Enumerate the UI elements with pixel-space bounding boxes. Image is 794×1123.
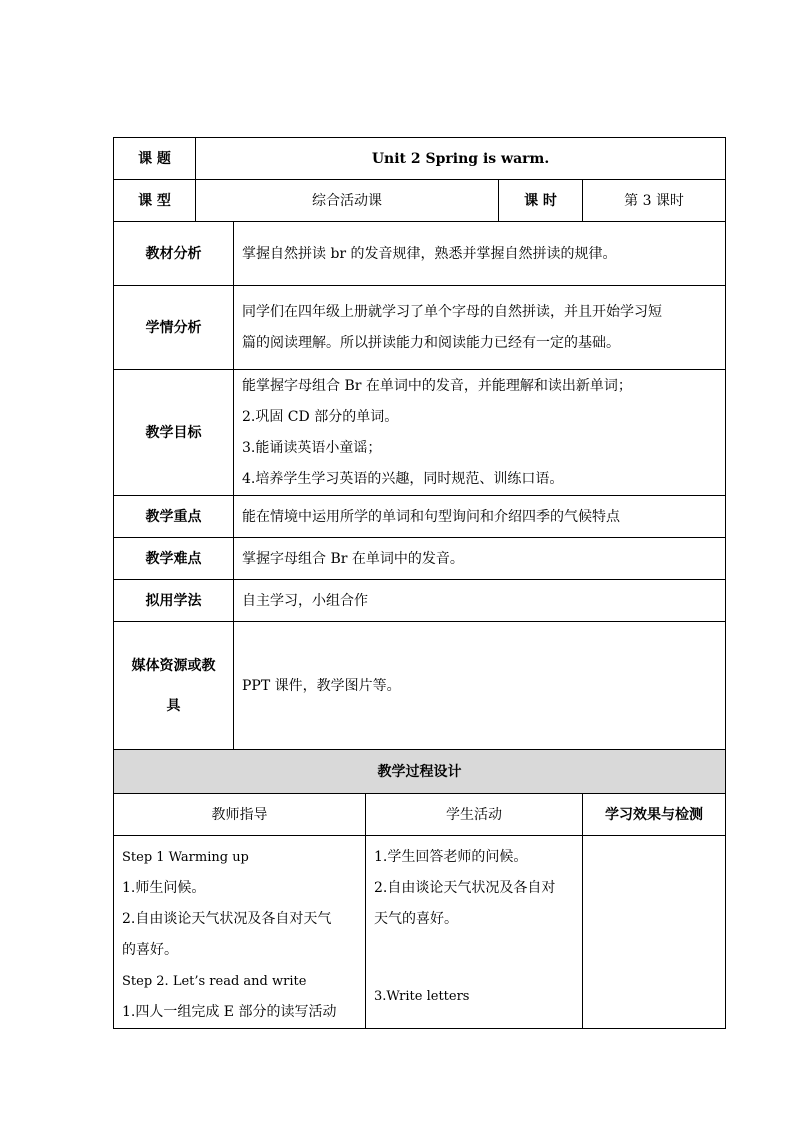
difficult-text: 掌握字母组合 Br 在单词中的发音。 xyxy=(234,538,726,580)
goal-text xyxy=(234,370,726,496)
student-analysis-line: 同学们在四年级上册就学习了单个字母的自然拼读，并且开始学习短 xyxy=(242,303,662,320)
student-line: 天气的喜好。 xyxy=(374,911,458,927)
topic-value: Unit 2 Spring is warm. xyxy=(196,138,726,180)
material-row xyxy=(114,222,726,286)
type-row xyxy=(114,180,726,222)
difficult-label: 教学难点 xyxy=(114,538,234,580)
col-teacher-header: 教师指导 xyxy=(114,794,366,836)
goal-line: 3.能诵读英语小童谣； xyxy=(242,439,382,456)
media-text: PPT 课件，教学图片等。 xyxy=(234,622,726,750)
material-label: 教材分析 xyxy=(114,222,234,286)
effect-cell xyxy=(583,836,726,1029)
method-text: 自主学习，小组合作 xyxy=(234,580,726,622)
student-line: 3.Write letters xyxy=(374,989,470,1004)
teacher-guidance-cell xyxy=(114,836,366,1029)
method-row xyxy=(114,580,726,622)
media-label-line: 具 xyxy=(166,697,181,714)
student-line: 2.自由谈论天气状况及各自对 xyxy=(374,880,556,896)
student-line: 1.学生回答老师的问候。 xyxy=(374,849,528,865)
difficult-row xyxy=(114,538,726,580)
type-label: 课 型 xyxy=(114,180,196,222)
goal-row xyxy=(114,370,726,496)
teacher-line: 的喜好。 xyxy=(122,942,178,958)
key-row xyxy=(114,496,726,538)
col-effect-header: 学习效果与检测 xyxy=(583,794,726,836)
student-analysis-label: 学情分析 xyxy=(114,286,234,370)
type-value: 综合活动课 xyxy=(196,180,499,222)
material-text: 掌握自然拼读 br 的发音规律，熟悉并掌握自然拼读的规律。 xyxy=(234,222,726,286)
goal-label: 教学目标 xyxy=(114,370,234,496)
student-activity-cell xyxy=(366,836,583,1029)
lesson-plan-table xyxy=(113,137,726,1029)
media-row xyxy=(114,622,726,750)
student-spacer xyxy=(374,935,574,981)
student-analysis-text xyxy=(234,286,726,370)
key-label: 教学重点 xyxy=(114,496,234,538)
col-student-header: 学生活动 xyxy=(366,794,583,836)
teacher-line: Step 1 Warming up xyxy=(122,850,249,865)
teacher-line: Step 2. Let’s read and write xyxy=(122,974,307,989)
period-label: 课 时 xyxy=(499,180,583,222)
student-analysis-row xyxy=(114,286,726,370)
goal-line: 4.培养学生学习英语的兴趣，同时规范、训练口语。 xyxy=(242,470,564,487)
process-title-row xyxy=(114,750,726,794)
media-label-line: 媒体资源或教 xyxy=(131,657,216,674)
goal-line: 能掌握字母组合 Br 在单词中的发音，并能理解和读出新单词； xyxy=(242,377,632,394)
process-title: 教学过程设计 xyxy=(114,750,726,794)
key-text: 能在情境中运用所学的单词和句型询问和介绍四季的气候特点 xyxy=(234,496,726,538)
media-label xyxy=(114,622,234,750)
topic-row xyxy=(114,138,726,180)
teacher-line: 2.自由谈论天气状况及各自对天气 xyxy=(122,911,332,927)
student-analysis-line: 篇的阅读理解。所以拼读能力和阅读能力已经有一定的基础。 xyxy=(242,334,620,351)
process-step-row xyxy=(114,836,726,1029)
topic-label: 课 题 xyxy=(114,138,196,180)
process-header-row xyxy=(114,794,726,836)
goal-line: 2.巩固 CD 部分的单词。 xyxy=(242,408,399,425)
period-value: 第 3 课时 xyxy=(583,180,726,222)
teacher-line: 1.四人一组完成 E 部分的读写活动 xyxy=(122,1004,337,1020)
teacher-line: 1.师生问候。 xyxy=(122,880,206,896)
method-label: 拟用学法 xyxy=(114,580,234,622)
